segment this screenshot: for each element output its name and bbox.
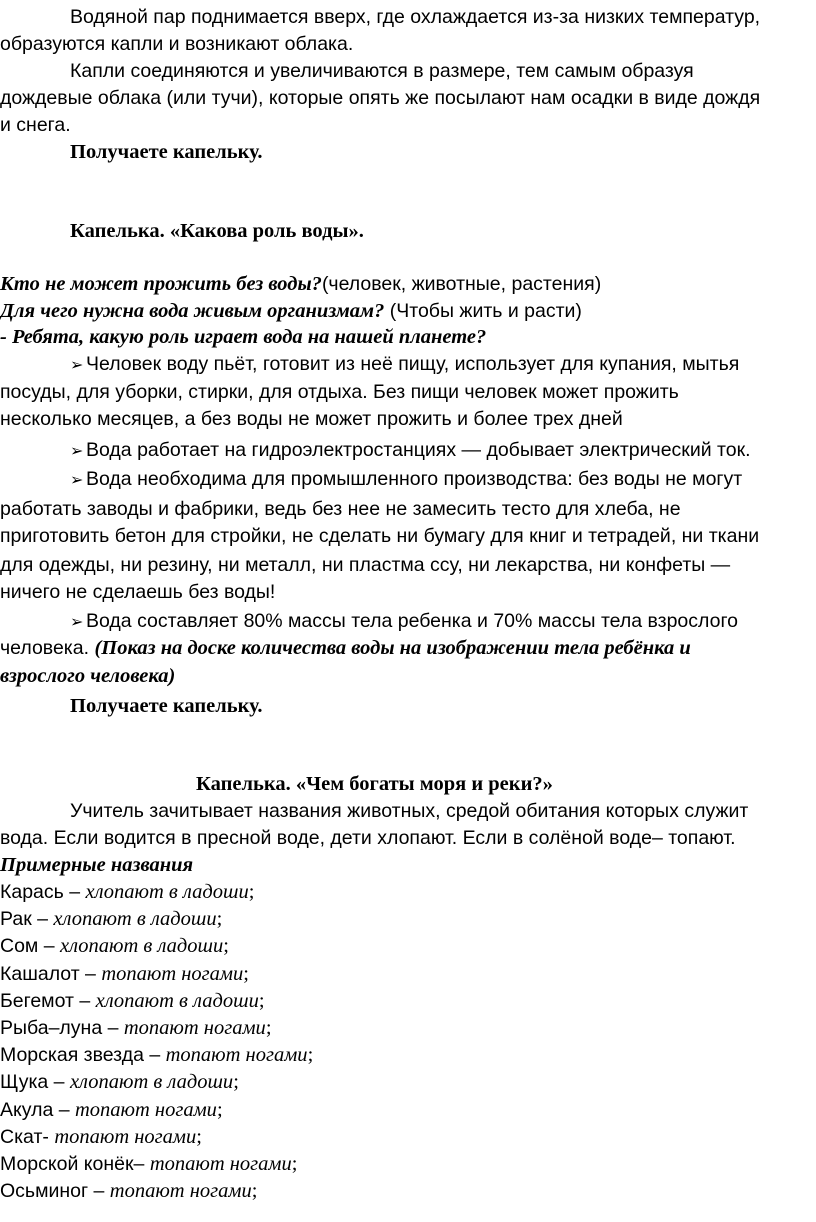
animal-action: хлопают в ладоши (85, 881, 249, 903)
bullet-text: Человек воду пьёт, готовит из неё пищу, использует для купания, мытья (86, 353, 740, 375)
list-item (0, 961, 249, 987)
bullet-3-line-5: ничего не сделаешь без воды! (0, 581, 276, 603)
animal-action: хлопают в ладоши (69, 1071, 234, 1093)
animal-name: Карась – (0, 881, 86, 903)
animal-action: хлопают в ладоши (53, 908, 217, 930)
animal-action: топают ногами (123, 1017, 266, 1039)
animal-name: Акула – (0, 1099, 75, 1121)
list-item (0, 1124, 202, 1150)
bullet-text: Вода необходима для промышленного производства: без воды не могут (86, 468, 743, 490)
animal-action: топают ногами (54, 1126, 197, 1148)
answer-text: (человек, животные, растения) (321, 273, 602, 295)
animal-name: Осьминог – (0, 1180, 110, 1202)
paragraph-2-line-2: дождевые облака (или тучи), которые опять же посылают нам осадки в виде дождя (0, 87, 761, 109)
animal-action: топают ногами (74, 1099, 217, 1121)
list-item (0, 1151, 297, 1177)
animal-action: хлопают в ладоши (60, 935, 224, 957)
animal-action: топают ногами (165, 1044, 308, 1066)
animal-name: Скат- (0, 1126, 55, 1148)
intro-line-1: Учитель зачитывает названия животных, средой обитания которых служит (70, 800, 749, 822)
animal-name: Морской конёк– (0, 1153, 150, 1175)
animal-name: Сом – (0, 935, 61, 957)
arrow-bullet-icon: ➢ (70, 355, 84, 374)
bullet-3-line-3: приготовить бетон для стройки, не сделать ни бумагу для книг и тетрадей, ни ткани (0, 525, 760, 547)
intro-line-2: вода. Если водится в пресной воде, дети хлопают. Если в солёной воде– топают. (0, 827, 736, 849)
bullet-4-line-2 (0, 635, 691, 661)
list-item (0, 933, 229, 959)
bullet-text: Вода составляет 80% массы тела ребенка и 70% массы тела взрослого (86, 610, 739, 632)
list-item (0, 988, 265, 1014)
separator: ; (223, 935, 229, 957)
separator: ; (248, 881, 255, 903)
paragraph-1-line-1: Водяной пар поднимается вверх, где охлаждается из-за низких температур, (70, 6, 761, 28)
list-item (0, 1097, 223, 1123)
note-text: (Показ на доске количества воды на изображении тела ребёнка и (94, 637, 691, 659)
animal-name: Морская звезда – (0, 1044, 166, 1066)
bullet-1-line-1 (70, 351, 739, 378)
animal-action: топают ногами (149, 1153, 292, 1175)
bullet-4-line-1 (70, 608, 738, 635)
bullet-3-line-1 (70, 466, 742, 493)
separator: ; (196, 1126, 202, 1148)
separator: ; (307, 1044, 314, 1066)
list-item (0, 1015, 272, 1041)
animal-action: топают ногами (101, 963, 244, 985)
paragraph-2-line-1: Капли соединяются и увеличиваются в размере, тем самым образуя (70, 60, 694, 82)
animal-name: Рак – (0, 908, 54, 930)
question-text: Кто не может прожить без воды? (0, 273, 322, 295)
section-heading: Капелька. «Какова роль воды». (70, 220, 364, 242)
separator: ; (216, 908, 223, 930)
separator: ; (251, 1180, 258, 1202)
paragraph-2-line-3: и снега. (0, 114, 71, 136)
question-2 (0, 298, 582, 324)
list-item (0, 879, 254, 905)
animal-name: Кашалот – (0, 963, 102, 985)
list-item (0, 906, 222, 932)
arrow-bullet-icon: ➢ (70, 612, 84, 631)
answer-text: (Чтобы жить и расти) (384, 300, 582, 322)
question-1 (0, 271, 601, 297)
bullet-2-line-1 (70, 437, 751, 464)
question-text: Для чего нужна вода живым организмам? (0, 300, 385, 322)
bullet-text: Вода работает на гидроэлектростанциях — добывает электрический ток. (86, 439, 751, 461)
arrow-bullet-icon: ➢ (70, 441, 84, 460)
bullet-4-line-3: взрослого человека) (0, 665, 176, 687)
question-3: - Ребята, какую роль играет вода на нашей планете? (0, 326, 487, 348)
bullet-3-line-2: работать заводы и фабрики, ведь без нее не замесить тесто для хлеба, не (0, 498, 681, 520)
subheading: Примерные названия (0, 854, 194, 876)
bullet-text: человека. (0, 637, 95, 659)
bullet-1-line-3: несколько месяцев, а без воды не может прожить и более трех дней (0, 408, 623, 430)
reward-text: Получаете капельку. (70, 141, 263, 163)
separator: ; (291, 1153, 298, 1175)
animal-name: Бегемот – (0, 990, 96, 1012)
animal-action: топают ногами (109, 1180, 252, 1202)
animal-name: Рыба–луна – (0, 1017, 124, 1039)
bullet-3-line-4: для одежды, ни резину, ни металл, ни пластма ссу, ни лекарства, ни конфеты — (0, 554, 731, 576)
separator: ; (243, 963, 249, 985)
bullet-1-line-2: посуды, для уборки, стирки, для отдыха. Без пищи человек может прожить (0, 381, 679, 403)
arrow-bullet-icon: ➢ (70, 470, 84, 489)
separator: ; (233, 1071, 239, 1093)
animal-name: Щука – (0, 1071, 70, 1093)
paragraph-1-line-2: образуются капли и возникают облака. (0, 33, 354, 55)
list-item (0, 1042, 313, 1068)
separator: ; (216, 1099, 223, 1121)
reward-text: Получаете капельку. (70, 695, 263, 717)
separator: ; (265, 1017, 272, 1039)
separator: ; (258, 990, 265, 1012)
list-item (0, 1178, 257, 1204)
list-item (0, 1069, 239, 1095)
section-heading: Капелька. «Чем богаты моря и реки?» (196, 773, 553, 795)
animal-action: хлопают в ладоши (95, 990, 259, 1012)
